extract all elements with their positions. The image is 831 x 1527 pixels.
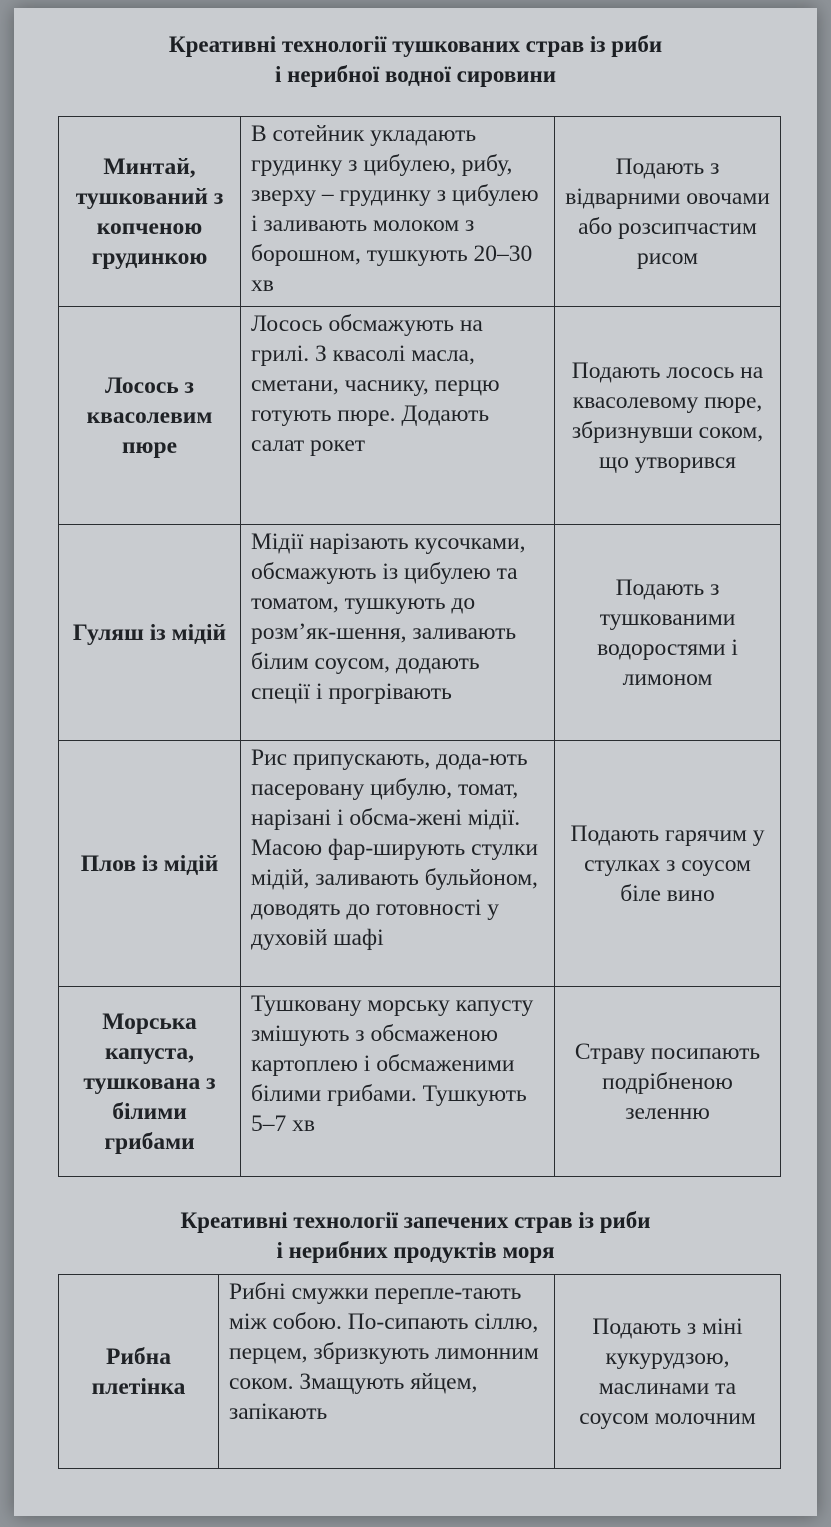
table-row xyxy=(59,987,781,1177)
table-row xyxy=(59,741,781,987)
book-page xyxy=(14,8,817,1516)
dish-serving: Подають з тушкованими водоростями і лимоном xyxy=(555,525,781,741)
dish-serving: Подають гарячим у стулках з соусом біле вино xyxy=(555,741,781,987)
dish-description: Мідії нарізають кусочками, обсмажують із цибулею та томатом, тушкують до розм’як-шення, заливають білим соусом, додають спеції і прогрівають xyxy=(241,525,555,741)
table-row xyxy=(59,307,781,525)
dish-serving: Страву посипають подрібненою зеленню xyxy=(555,987,781,1177)
table-row xyxy=(59,1275,781,1469)
section-title-stewed xyxy=(14,30,817,90)
dish-description: Лосось обсмажують на грилі. З квасолі масла, сметани, часнику, перцю готують пюре. Додають салат рокет xyxy=(241,307,555,525)
section-title-baked xyxy=(14,1206,817,1266)
dish-description: Тушковану морську капусту змішують з обсмаженою картоплею і обсмаженими білими грибами. Тушкують 5–7 хв xyxy=(241,987,555,1177)
dish-serving: Подають з міні кукурудзою, маслинами та соусом молочним xyxy=(555,1275,781,1469)
dish-description: Рибні смужки перепле-тають між собою. По-сипають сіллю, перцем, збризкують лимонним соком. Змащують яйцем, запікають xyxy=(219,1275,555,1469)
dish-serving: Подають з відварними овочами або розсипчастим рисом xyxy=(555,117,781,307)
section-title-line-1: Креативні технології запечених страв із риби xyxy=(180,1208,651,1233)
dish-name: Лосось з квасолевим пюре xyxy=(59,307,241,525)
section-title-line-1: Креативні технології тушкованих страв із риби xyxy=(168,32,663,57)
dish-name: Гуляш із мідій xyxy=(59,525,241,741)
dish-name: Рибна плетінка xyxy=(59,1275,219,1469)
section-title-line-2: і нерибних продуктів моря xyxy=(276,1238,555,1263)
dish-description: Рис припускають, дода-ють пасеровану цибулю, томат, нарізані і обсма-жені мідії. Масою фар-ширують стулки мідій, заливають бульйоном, доводять до готовності у духовій шафі xyxy=(241,741,555,987)
dish-serving: Подають лосось на квасолевому пюре, збризнувши соком, що утворився xyxy=(555,307,781,525)
dish-name: Минтай, тушкований з копченою грудинкою xyxy=(59,117,241,307)
section-title-line-2: і нерибної водної сировини xyxy=(274,62,557,87)
dish-description: В сотейник укладають грудинку з цибулею, рибу, зверху – грудинку з цибулею і заливають молоком з борошном, тушкують 20–30 хв xyxy=(241,117,555,307)
dish-name: Плов із мідій xyxy=(59,741,241,987)
table-row xyxy=(59,117,781,307)
table-row xyxy=(59,525,781,741)
dish-name: Морська капуста, тушкована з білими грибами xyxy=(59,987,241,1177)
stewed-dishes-table xyxy=(58,116,781,1177)
baked-dishes-table xyxy=(58,1274,781,1469)
